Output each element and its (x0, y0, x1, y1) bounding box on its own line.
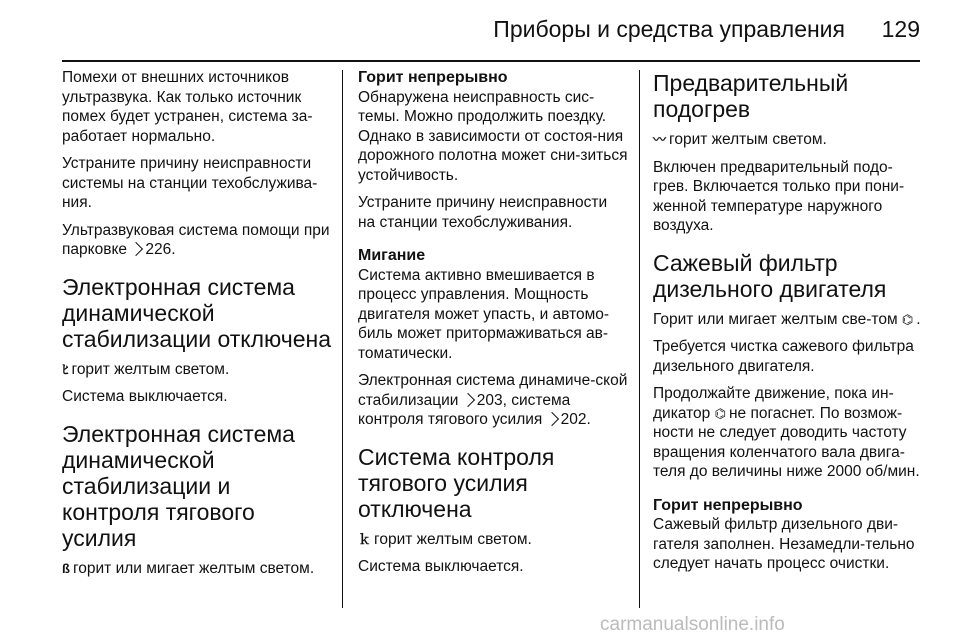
page-reference-link[interactable]: 226. (145, 241, 176, 258)
page-header (0, 0, 960, 62)
column-divider (342, 70, 343, 608)
tc-off-icon: ｋ (358, 531, 372, 547)
esc-off-icon: ﾋ (62, 361, 69, 377)
paragraph: Устраните причину неисправности на станции техобслуживания. (358, 194, 608, 231)
paragraph: Система активно вмешивается в процесс управления. Мощность двигателя может упасть, и автомо-биль может притормаживаться ав-томатически. (358, 266, 610, 362)
subheading-lit: Горит непрерывно (358, 69, 508, 86)
section-heading-tc-off: Система контроля тягового усилия отключена (358, 443, 555, 522)
paragraph: Продолжайте движение, пока ин-дикатор ⌬ не погаснет. По возмож-ности не следует доводить частоту вращения коленчатого вала двига-теля до величины ниже 2000 об/мин. (653, 385, 920, 480)
paragraph: ﾋ горит желтым светом. (62, 360, 230, 378)
paragraph: Система выключается. (62, 388, 228, 405)
paragraph: ｋ горит желтым светом. (358, 530, 532, 548)
page-number: 129 (881, 16, 920, 42)
dpf-icon: ⌬ (714, 405, 726, 421)
paragraph: Ультразвуковая система помощи при парковке 226. (62, 221, 330, 258)
paragraph: Требуется чистка сажевого фильтра дизельного двигателя. (653, 338, 914, 375)
subheading-flash: Мигание (358, 247, 426, 264)
paragraph: ß горит или мигает желтым светом. (62, 559, 315, 577)
paragraph: Помехи от внешних источников ультразвука. Как только источник помех будет устранен, система за-работает нормально. (62, 69, 313, 145)
paragraph: Обнаружена неисправность сис-темы. Можно продолжить поездку. Однако в зависимости от состоя-ния дорожного полотна может сни-зиться устойчивость. (358, 88, 628, 184)
column-2 (358, 68, 628, 608)
watermark: carmanualsonline.info (600, 614, 785, 635)
section-heading-dpf: Сажевый фильтр дизельного двигателя (653, 249, 887, 302)
column-1 (62, 68, 332, 608)
glow-plug-icon: 〰 (653, 132, 667, 147)
section-heading-esc-off: Электронная система динамической стабилизации отключена (62, 273, 332, 352)
paragraph: 〰 горит желтым светом. (653, 131, 827, 148)
header-rule (62, 60, 920, 62)
reference-arrow-icon (129, 242, 143, 256)
subheading-lit: Горит непрерывно (653, 496, 803, 514)
page-reference-link[interactable]: 203, система контроля тягового усилия (358, 391, 571, 428)
paragraph: Система выключается. (358, 558, 524, 575)
column-divider (639, 70, 640, 608)
column-3 (653, 68, 925, 608)
section-heading-esc-tc: Электронная система динамической стабилизации и контроля тягового усилия (62, 420, 295, 551)
page-title: Приборы и средства управления (493, 16, 845, 42)
reference-arrow-icon (461, 393, 475, 407)
paragraph: Горит или мигает желтым све-том ⌬ . (653, 310, 921, 328)
section-heading-preheat: Предварительный подогрев (653, 70, 849, 122)
dpf-icon: ⌬ (901, 311, 914, 327)
paragraph: Устраните причину неисправности системы на станции техобслужива-ния. (62, 155, 318, 211)
paragraph: Сажевый фильтр дизельного дви-гателя заполнен. Незамедли-тельно следует начать процесс очистки. (653, 516, 915, 572)
reference-arrow-icon (545, 412, 559, 426)
esc-skid-icon: ß (62, 560, 70, 576)
paragraph: Включен предварительный подо-грев. Включается только при пони-женной температуре наружного воздуха. (653, 158, 905, 234)
page-reference-link[interactable]: 202. (560, 411, 591, 428)
paragraph: Электронная система динамиче-ской стабилизации 203, система контроля тягового усилия 202. (358, 372, 628, 428)
